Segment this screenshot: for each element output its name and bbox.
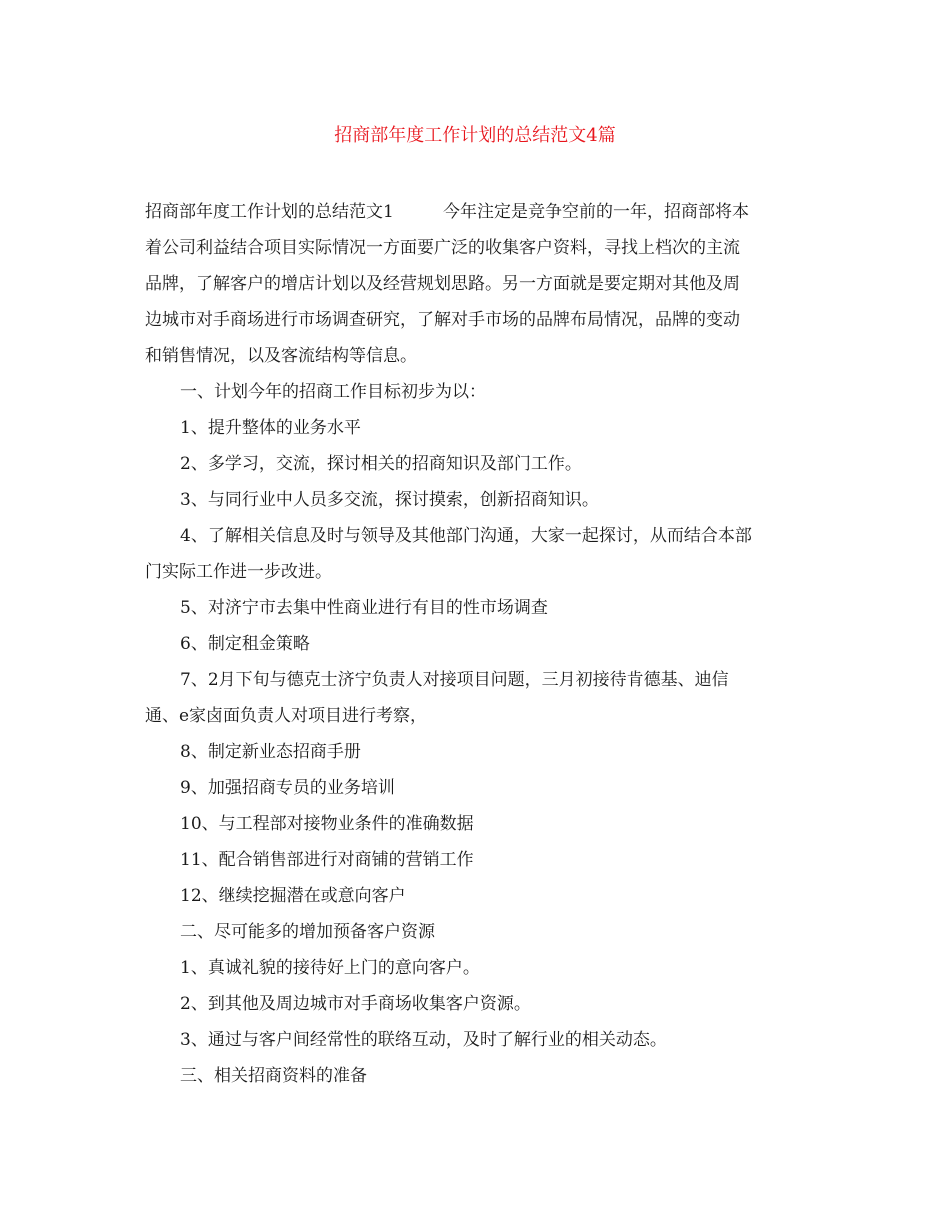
document-body — [145, 194, 815, 1094]
list-item: 9、加强招商专员的业务培训 — [180, 778, 395, 798]
intro-paragraph-line: 边城市对手商场进行市场调查研究，了解对手市场的品牌布局情况，品牌的变动 — [145, 310, 740, 330]
intro-heading: 招商部年度工作计划的总结范文1 — [145, 202, 394, 222]
list-item: 3、与同行业中人员多交流，探讨摸索，创新招商知识。 — [180, 490, 599, 510]
section-heading: 一、计划今年的招商工作目标初步为以： — [180, 382, 486, 402]
list-item: 10、与工程部对接物业条件的准确数据 — [180, 814, 474, 834]
intro-paragraph-line: 和销售情况，以及客流结构等信息。 — [145, 346, 417, 366]
list-item: 1、真诚礼貌的接待好上门的意向客户。 — [180, 958, 480, 978]
list-item: 1、提升整体的业务水平 — [180, 418, 361, 438]
list-item: 2、多学习，交流，探讨相关的招商知识及部门工作。 — [180, 454, 582, 474]
list-item: 4、了解相关信息及时与领导及其他部门沟通，大家一起探讨，从而结合本部 — [180, 526, 752, 546]
intro-text: 今年注定是竞争空前的一年，招商部将本 — [443, 202, 749, 222]
list-item: 8、制定新业态招商手册 — [180, 742, 361, 762]
list-item: 12、继续挖掘潜在或意向客户 — [180, 886, 406, 906]
intro-paragraph-line — [145, 194, 815, 230]
list-item: 7、2月下旬与德克士济宁负责人对接项目问题，三月初接待肯德基、迪信 — [180, 670, 729, 690]
intro-paragraph-line: 品牌，了解客户的增店计划以及经营规划思路。另一方面就是要定期对其他及周 — [145, 274, 740, 294]
list-item-continuation: 通、e家卤面负责人对项目进行考察， — [145, 706, 428, 726]
list-item-continuation: 门实际工作进一步改进。 — [145, 562, 332, 582]
list-item: 6、制定租金策略 — [180, 634, 310, 654]
intro-paragraph-line: 着公司利益结合项目实际情况一方面要广泛的收集客户资料，寻找上档次的主流 — [145, 238, 740, 258]
document-title: 招商部年度工作计划的总结范文4篇 — [334, 125, 616, 146]
list-item: 2、到其他及周边城市对手商场收集客户资源。 — [180, 994, 531, 1014]
list-item: 5、对济宁市去集中性商业进行有目的性市场调查 — [180, 598, 548, 618]
list-item: 3、通过与客户间经常性的联络互动，及时了解行业的相关动态。 — [180, 1030, 667, 1050]
section-heading: 三、相关招商资料的准备 — [180, 1066, 367, 1086]
list-item: 11、配合销售部进行对商铺的营销工作 — [180, 850, 474, 870]
section-heading: 二、尽可能多的增加预备客户资源 — [180, 922, 435, 942]
